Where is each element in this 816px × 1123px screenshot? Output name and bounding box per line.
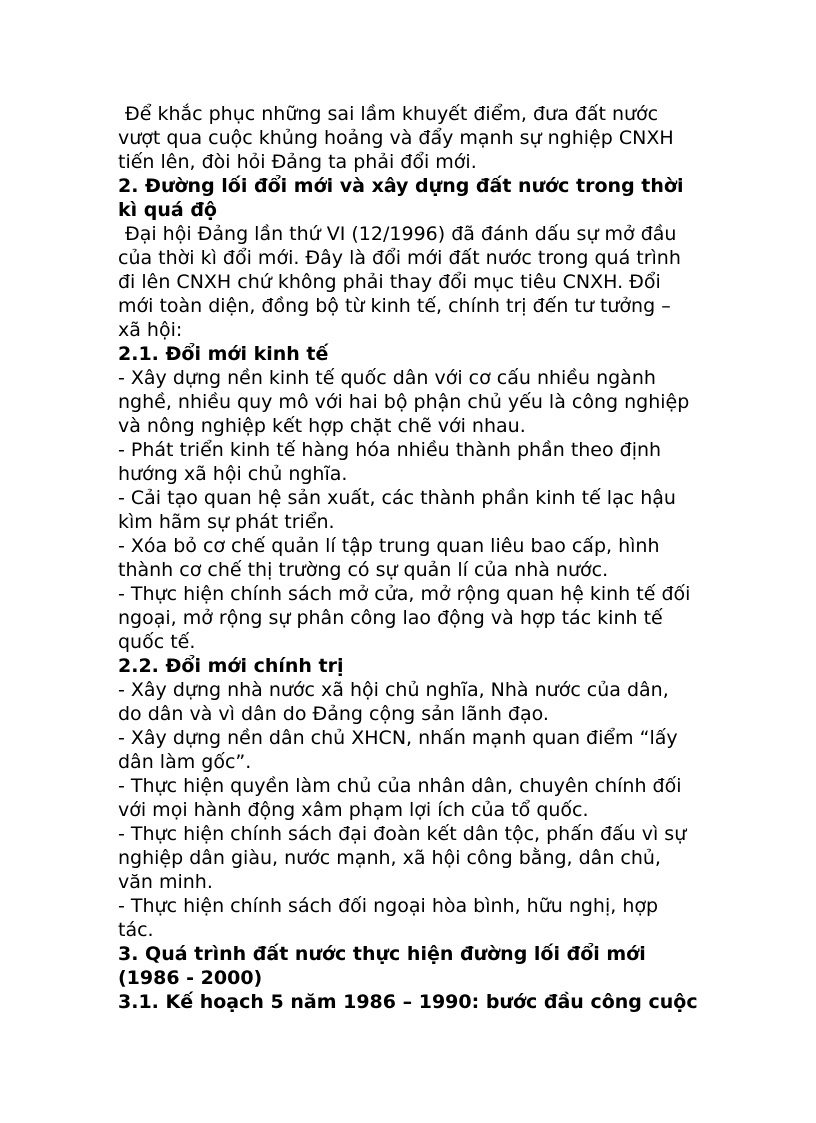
text-line: ngoại, mở rộng sự phân công lao động và hợp tác kinh tế: [118, 607, 663, 629]
text-line: thành cơ chế thị trường có sự quản lí của nhà nước.: [118, 559, 609, 581]
text-line: nghề, nhiều quy mô với hai bộ phận chủ yếu là công nghiệp: [118, 391, 690, 413]
heading-line: 2. Đường lối đổi mới và xây dựng đất nước trong thời: [118, 175, 684, 197]
heading-line: (1986 - 2000): [118, 967, 263, 989]
section-3-1-heading: 3.1. Kế hoạch 5 năm 1986 – 1990: bước đầu công cuộc: [118, 991, 698, 1013]
section-2-heading: [118, 174, 698, 222]
text-line: Để khắc phục những sai lầm khuyết điểm, đưa đất nước: [125, 103, 659, 125]
text-line: - Xây dựng nền kinh tế quốc dân với cơ cấu nhiều ngành: [118, 367, 656, 389]
text-line: kìm hãm sự phát triển.: [118, 511, 335, 533]
text-line: với mọi hành động xâm phạm lợi ích của tổ quốc.: [118, 799, 589, 821]
text-line: - Xóa bỏ cơ chế quản lí tập trung quan liêu bao cấp, hình: [118, 535, 660, 557]
heading-line: kì quá độ: [118, 199, 217, 221]
text-line: và nông nghiệp kết hợp chặt chẽ với nhau.: [118, 415, 526, 437]
text-line: xã hội:: [118, 319, 183, 341]
section-3-heading: [118, 942, 698, 990]
text-line: - Xây dựng nền dân chủ XHCN, nhấn mạnh quan điểm “lấy: [118, 727, 678, 749]
document-page: [118, 102, 698, 1014]
heading-line: 3. Quá trình đất nước thực hiện đường lối đổi mới: [118, 943, 646, 965]
section-2-1-heading: 2.1. Đổi mới kinh tế: [118, 343, 329, 365]
intro-paragraph: [118, 102, 698, 174]
text-line: Đại hội Đảng lần thứ VI (12/1996) đã đánh dấu sự mở đầu: [125, 223, 677, 245]
text-line: do dân và vì dân do Đảng cộng sản lãnh đạo.: [118, 703, 549, 725]
text-line: đi lên CNXH chứ không phải thay đổi mục tiêu CNXH. Đổi: [118, 271, 661, 293]
text-line: vượt qua cuộc khủng hoảng và đẩy mạnh sự nghiệp CNXH: [118, 127, 674, 149]
section-2-2-heading: 2.2. Đổi mới chính trị: [118, 655, 344, 677]
text-line: của thời kì đổi mới. Đây là đổi mới đất nước trong quá trình: [118, 247, 681, 269]
text-line: tác.: [118, 919, 154, 941]
text-line: - Thực hiện chính sách mở cửa, mở rộng quan hệ kinh tế đối: [118, 583, 691, 605]
text-line: hướng xã hội chủ nghĩa.: [118, 463, 348, 485]
section-2-1-list: [118, 366, 698, 654]
text-line: tiến lên, đòi hỏi Đảng ta phải đổi mới.: [118, 151, 477, 173]
text-line: - Thực hiện chính sách đại đoàn kết dân tộc, phấn đấu vì sự: [118, 823, 687, 845]
text-line: nghiệp dân giàu, nước mạnh, xã hội công bằng, dân chủ,: [118, 847, 661, 869]
text-line: văn minh.: [118, 871, 213, 893]
section-2-2-list: [118, 678, 698, 942]
text-line: mới toàn diện, đồng bộ từ kinh tế, chính trị đến tư tưởng –: [118, 295, 671, 317]
text-line: - Thực hiện quyền làm chủ của nhân dân, chuyên chính đối: [118, 775, 682, 797]
text-line: - Thực hiện chính sách đối ngoại hòa bình, hữu nghị, hợp: [118, 895, 659, 917]
text-line: quốc tế.: [118, 631, 196, 653]
text-line: dân làm gốc”.: [118, 751, 252, 773]
text-line: - Phát triển kinh tế hàng hóa nhiều thành phần theo định: [118, 439, 662, 461]
text-line: - Xây dựng nhà nước xã hội chủ nghĩa, Nhà nước của dân,: [118, 679, 669, 701]
text-line: - Cải tạo quan hệ sản xuất, các thành phần kinh tế lạc hậu: [118, 487, 676, 509]
section-2-paragraph: [118, 222, 698, 342]
